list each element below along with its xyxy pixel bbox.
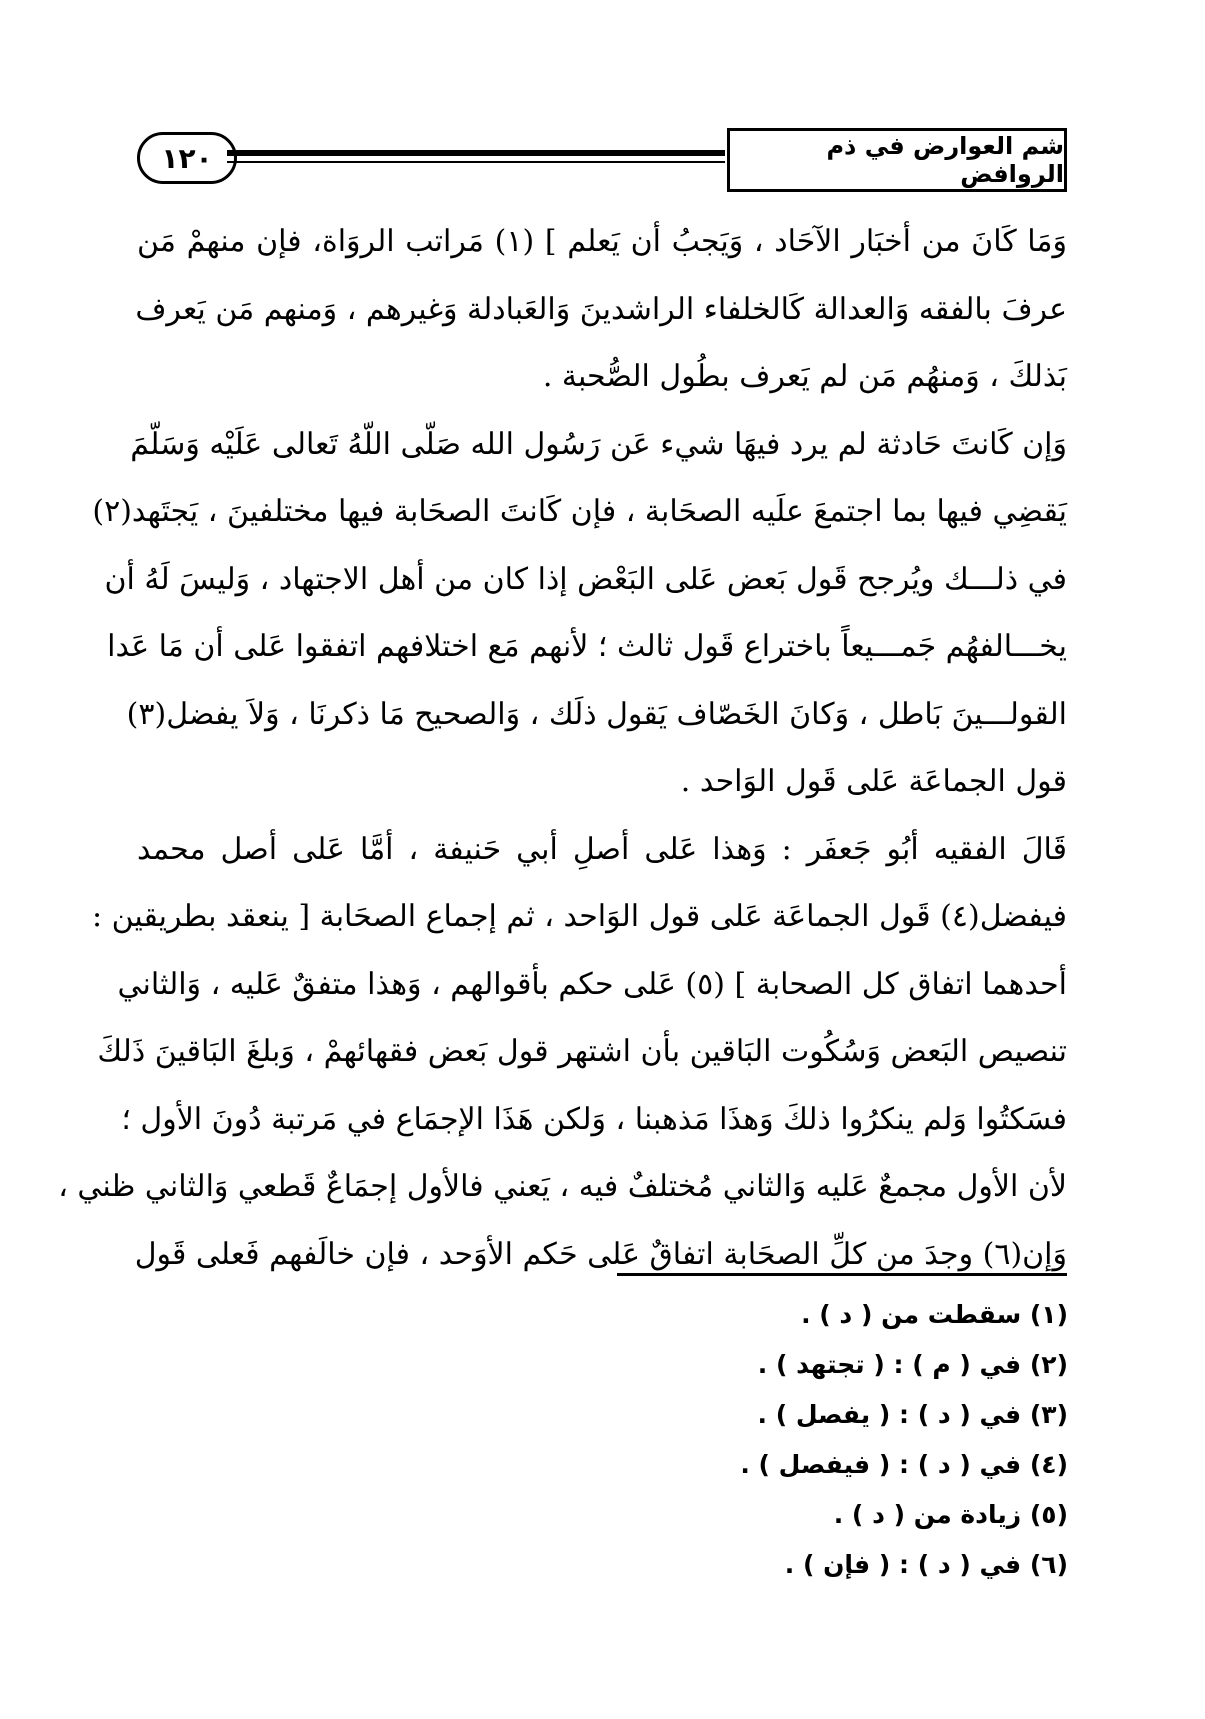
paragraph-2 [92,411,1067,816]
text-line: عرفَ بالفقه وَالعدالة كَالخلفاء الراشدينَ وَالعَبادلة وَغيرهم ، وَمنهم مَن يَعرف [135,291,1067,327]
footnote-5: (٥) زيادة من ( د ) . [833,1500,1068,1529]
text-line: في ذلـــك ويُرجح قَول بَعض عَلى البَعْض إذا كان من أهل الاجتهاد ، وَليسَ لَهُ أن [104,561,1067,597]
text-line: وَمَا كَانَ من أخبَار الآحَاد ، وَيَجبُ أن يَعلم ] (١) مَراتب الروَاة، فإن منهمْ مَن [137,224,1067,259]
footnote-1: (١) سقطت من ( د ) . [801,1300,1068,1329]
text-line: فيفضل(٤) قَول الجماعَة عَلى قول الوَاحد ، ثم إجماع الصحَابة [ ينعقد بطريقين : [91,899,1067,934]
text-line: قَالَ الفقيه أبُو جَعفَر : وَهذا عَلى أصلِ أبي حَنيفة ، أمَّا عَلى أصل محمد [137,831,1067,867]
footnote-2: (٢) في ( م ) : ( تجتهد ) . [757,1350,1068,1379]
text-line: يَقضِي فيها بما اجتمعَ علَيه الصحَابة ، فإن كَانتَ الصحَابة فيها مختلفينَ ، يَجتَهد(٢) [92,494,1067,529]
header-rule-thick [227,150,725,156]
footnote-4: (٤) في ( د ) : ( فيفصل ) . [740,1450,1068,1479]
page-number: ١٢٠ [161,141,213,175]
text-line: لأن الأول مجمعٌ عَليه وَالثاني مُختلفٌ فيه ، يَعني فالأول إجمَاعٌ قَطعي وَالثاني ظني ، [58,1169,1067,1204]
text-line: فسَكتُوا وَلم ينكرُوا ذلكَ وَهذَا مَذهبنا ، وَلكن هَذَا الإجمَاع في مَرتبة دُونَ الأول ؛ [121,1101,1067,1137]
footnotes-list [618,1290,1068,1590]
page-header [137,128,1067,196]
text-line: أحدهما اتفاق كل الصحابة ] (٥) عَلى حكم بأقوالهم ، وَهذا متفقٌ عَليه ، وَالثاني [117,966,1067,1002]
text-line: وَإن(٦) وجدَ من كلِّ الصحَابة اتفاقٌ عَلى حَكم الأوَحد ، فإن خالَفهم فَعلى قَول [134,1236,1067,1272]
text-line: يخـــالفهُم جَمـــيعاً باختراع قَول ثالث ؛ لأنهم مَع اختلافهم اتفقوا عَلى أن مَا عَدا [107,629,1067,664]
footnote-3: (٣) في ( د ) : ( يفصل ) . [757,1400,1068,1429]
main-text [58,208,1067,1288]
paragraph-1 [137,208,1067,411]
text-line: تنصيص البَعض وَسُكُوت البَاقين بأن اشتهر قول بَعض فقهائهمْ ، وَبلغَ البَاقينَ ذَلكَ [97,1034,1067,1069]
text-line: بَذلكَ ، وَمنهُم مَن لم يَعرف بطُول الصُّحبة . [542,359,1067,394]
header-rule-thin [227,161,725,163]
paragraph-3 [58,816,1067,1289]
page-number-badge [137,132,237,184]
footnote-6: (٦) في ( د ) : ( فإن ) . [784,1550,1068,1579]
running-title: شم العوارض في ذم الروافض [826,132,1064,188]
text-line: القولـــينَ بَاطل ، وَكانَ الخَصّاف يَقول ذلَك ، وَالصحيح مَا ذكرنَا ، وَلاَ يفضل(٣) [126,696,1067,732]
text-line: وَإن كَانتَ حَادثة لم يرد فيهَا شيء عَن رَسُول الله صَلّى اللّهُ تَعالى عَلَيْه وَسَلّمَ [130,426,1067,462]
footnote-separator [617,1273,1067,1276]
running-title-box [727,128,1067,192]
text-line: قول الجماعَة عَلى قَول الوَاحد . [680,764,1067,799]
